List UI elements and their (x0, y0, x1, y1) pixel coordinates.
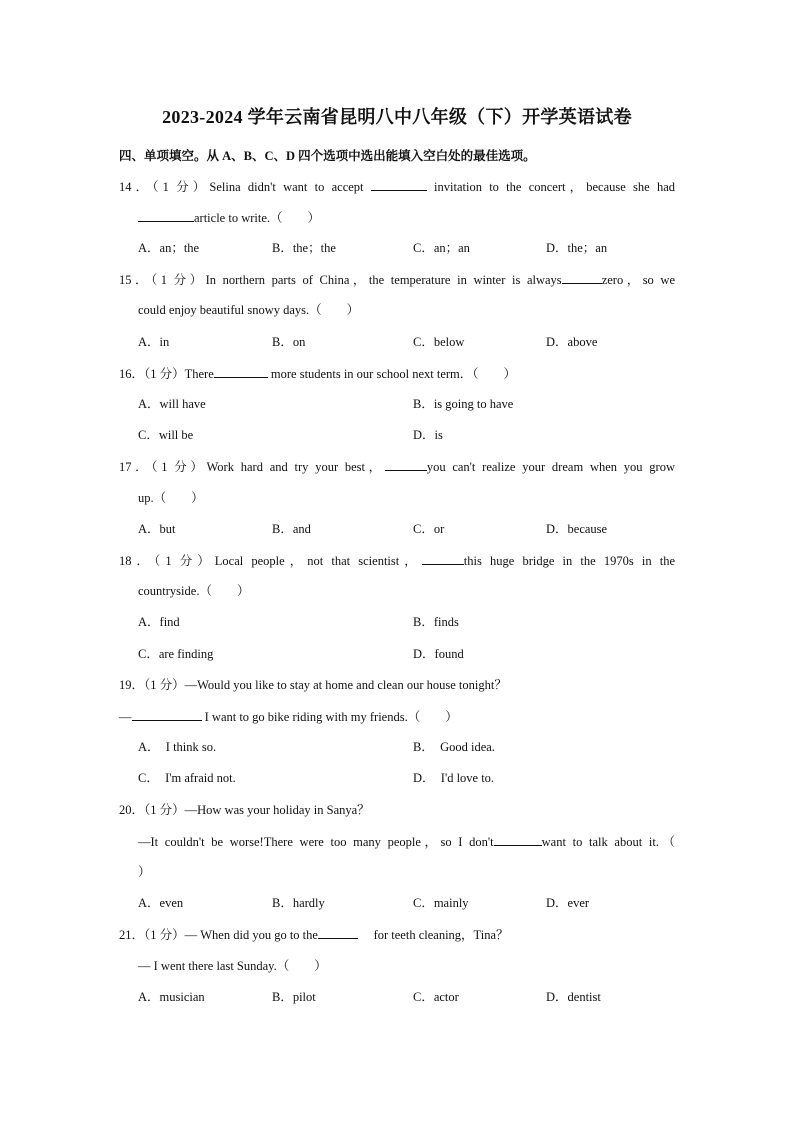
question-18-line-1 (119, 551, 675, 570)
option-b: B．the；the (272, 241, 336, 255)
option-c: C．an；an (413, 241, 470, 255)
question-15-text-a: 15．（1 分）In northern parts of China，the temperature in winter is always (119, 273, 562, 287)
question-18-line-2: countryside.（ ） (138, 584, 250, 598)
option-b: B．is going to have (413, 397, 514, 411)
question-21-text-a: 21．（1 分）— When did you go to the (119, 928, 318, 942)
question-21-text-b: for teeth cleaning，Tina？ (373, 928, 509, 942)
question-16-line-1 (119, 364, 675, 383)
option-d: D．because (546, 522, 608, 536)
option-b: B．finds (413, 615, 459, 629)
question-17-text-a: 17．（1 分）Work hard and try your best， (119, 460, 385, 474)
answer-blank (494, 832, 542, 846)
option-c: C．actor (413, 990, 459, 1004)
option-d: D．dentist (546, 990, 601, 1004)
option-a: A．will have (138, 397, 206, 411)
answer-blank (138, 208, 194, 222)
option-b: B．pilot (272, 990, 316, 1004)
question-14-line-1 (119, 177, 675, 196)
question-20-line-1: 20．（1 分）—How was your holiday in Sanya？ (119, 803, 370, 817)
question-21-line-2: — I went there last Sunday.（ ） (138, 959, 327, 973)
question-19-line-2 (119, 707, 675, 726)
question-16-text-a: 16．（1 分）There (119, 367, 214, 381)
question-21-line-1 (119, 925, 675, 944)
question-18-text-a: 18．（1 分）Local people，not that scientist， (119, 554, 422, 568)
question-14-text-b: invitation to the concert，because she had (434, 180, 676, 194)
question-17-text-b: you can't realize your dream when you grow (426, 460, 675, 474)
question-15-text-b: zero，so we (601, 273, 675, 287)
question-17-line-2: up.（ ） (138, 491, 204, 505)
page-title: 2023-2024 学年云南省昆明八中八年级（下）开学英语试卷 (162, 107, 632, 127)
question-14-text-c: article to write.（ ） (194, 211, 321, 225)
option-d: D．is (413, 428, 443, 442)
option-a: A．find (138, 615, 180, 629)
answer-blank (385, 457, 427, 471)
answer-blank (371, 177, 427, 191)
question-14-text-a: 14．（1 分）Selina didn't want to accept (119, 180, 364, 194)
question-19-text-b: I want to go bike riding with my friends.（ ） (204, 710, 458, 724)
option-d: D．found (413, 647, 464, 661)
option-d: D．ever (546, 896, 590, 910)
question-19-text-a: — (119, 710, 132, 724)
option-a: A． I think so. (138, 740, 217, 754)
option-c: C．will be (138, 428, 194, 442)
question-16-text-b: more students in our school next term．（ ） (270, 367, 517, 381)
option-d: D．above (546, 335, 598, 349)
option-c: C．below (413, 335, 465, 349)
answer-blank (318, 925, 358, 939)
option-b: B．on (272, 335, 306, 349)
option-b: B．and (272, 522, 311, 536)
question-20-text-a: —It couldn't be worse!There were too many people，so I don't (138, 835, 494, 849)
question-14-line-2 (138, 208, 675, 227)
option-b: B．hardly (272, 896, 325, 910)
question-20-line-3: ） (138, 865, 151, 879)
option-d: D．the；an (546, 241, 608, 255)
question-17-line-1 (119, 457, 675, 476)
option-a: A．in (138, 335, 170, 349)
option-d: D． I'd love to. (413, 771, 495, 785)
question-15-line-1 (119, 270, 675, 289)
option-a: A．even (138, 896, 184, 910)
option-b: B． Good idea. (413, 740, 495, 754)
question-15-line-2: could enjoy beautiful snowy days.（ ） (138, 303, 360, 317)
option-a: A．an；the (138, 241, 200, 255)
answer-blank (422, 551, 464, 565)
section-heading: 四、单项填空。从 A、B、C、D 四个选项中选出能填入空白处的最佳选项。 (119, 149, 536, 163)
answer-blank (562, 270, 602, 284)
question-20-text-b: want to talk about it.（ (541, 835, 675, 849)
option-c: C．are finding (138, 647, 214, 661)
question-19-line-1: 19．（1 分）—Would you like to stay at home and clean our house tonight？ (119, 678, 507, 692)
option-c: C．or (413, 522, 445, 536)
option-c: C．mainly (413, 896, 469, 910)
option-a: A．but (138, 522, 176, 536)
question-20-line-2 (138, 832, 675, 851)
answer-blank (214, 364, 268, 378)
option-c: C． I'm afraid not. (138, 771, 236, 785)
answer-blank (132, 707, 202, 721)
question-18-text-b: this huge bridge in the 1970s in the (463, 554, 675, 568)
option-a: A．musician (138, 990, 205, 1004)
